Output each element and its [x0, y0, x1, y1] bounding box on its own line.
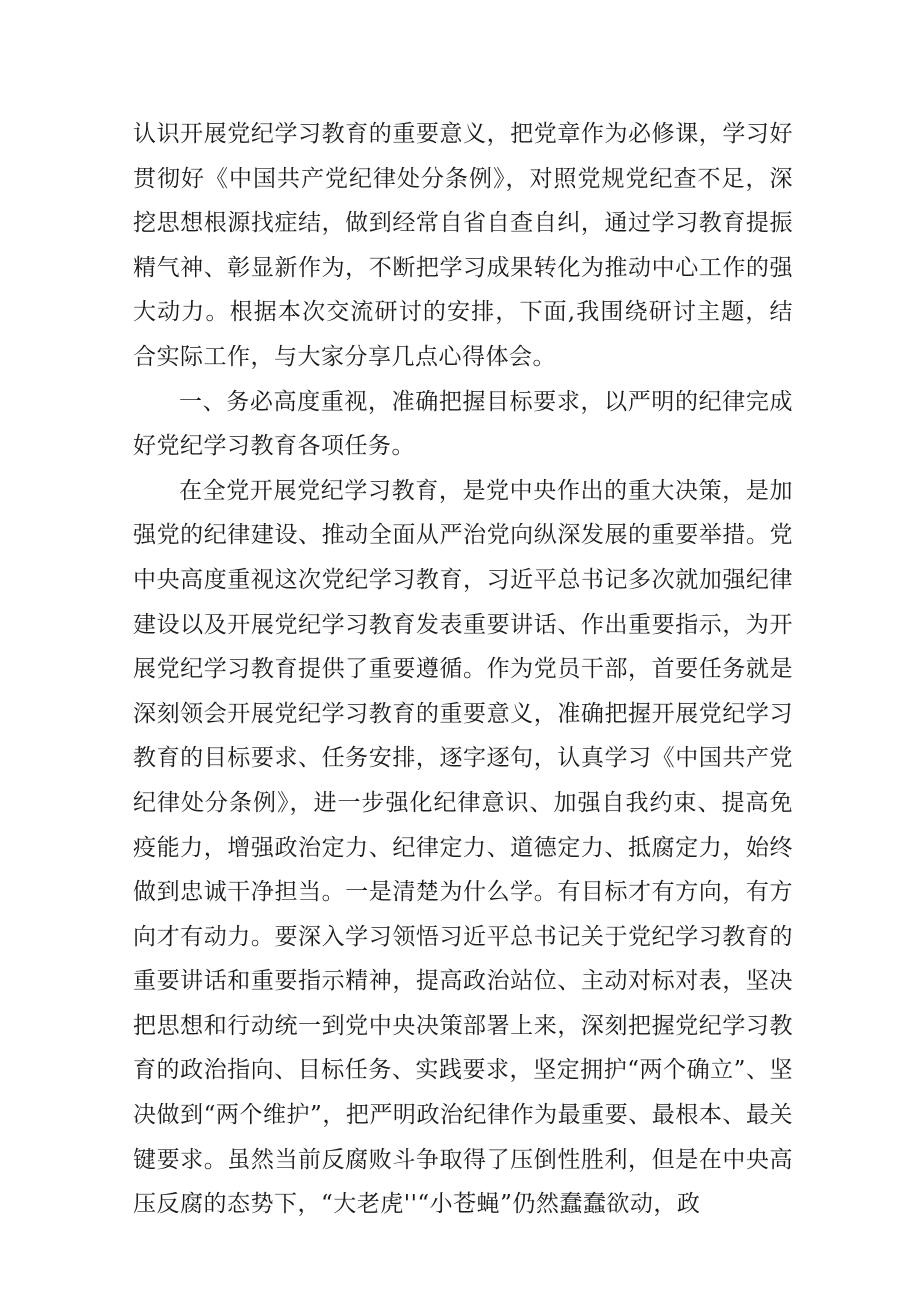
paragraph-body: 在全党开展党纪学习教育，是党中央作出的重大决策，是加强党的纪律建设、推动全面从严治党向纵深发展的重要举措。党中央高度重视这次党纪学习教育，习近平总书记多次就加强纪律建设以及开展党纪学习教育发表重要讲话、作出重要指示，为开展党纪学习教育提供了重要遵循。作为党员干部，首要任务就是深刻领会开展党纪学习教育的重要意义，准确把握开展党纪学习教育的目标要求、任务安排，逐字逐句，认真学习《中国共产党纪律处分条例》，进一步强化纪律意识、加强自我约束、提高免疫能力，增强政治定力、纪律定力、道德定力、抵腐定力，始终做到忠诚干净担当。一是清楚为什么学。有目标才有方向，有方向才有动力。要深入学习领悟习近平总书记关于党纪学习教育的重要讲话和重要指示精神，提高政治站位、主动对标对表，坚决把思想和行动统一到党中央决策部署上来，深刻把握党纪学习教育的政治指向、目标任务、实践要求，坚定拥护“两个确立”、坚决做到“两个维护”，把严明政治纪律作为最重要、最根本、最关键要求。虽然当前反腐败斗争取得了压倒性胜利，但是在中央高压反腐的态势下，“大老虎''“小苍蝇”仍然蠢蠢欲动，政 [133, 477, 793, 1218]
paragraph-section-heading: 一、务必高度重视，准确把握目标要求，以严明的纪律完成好党纪学习教育各项任务。 [133, 388, 793, 460]
document-body [133, 112, 793, 1227]
paragraph-intro: 认识开展党纪学习教育的重要意义，把党章作为必修课，学习好贯彻好《中国共产党纪律处分条例》，对照党规党纪查不足，深挖思想根源找症结，做到经常自省自查自纠，通过学习教育提振精气神、彰显新作为，不断把学习成果转化为推动中心工作的强大动力。根据本次交流研讨的安排，下面,我围绕研讨主题，结合实际工作，与大家分享几点心得体会。 [133, 121, 793, 370]
